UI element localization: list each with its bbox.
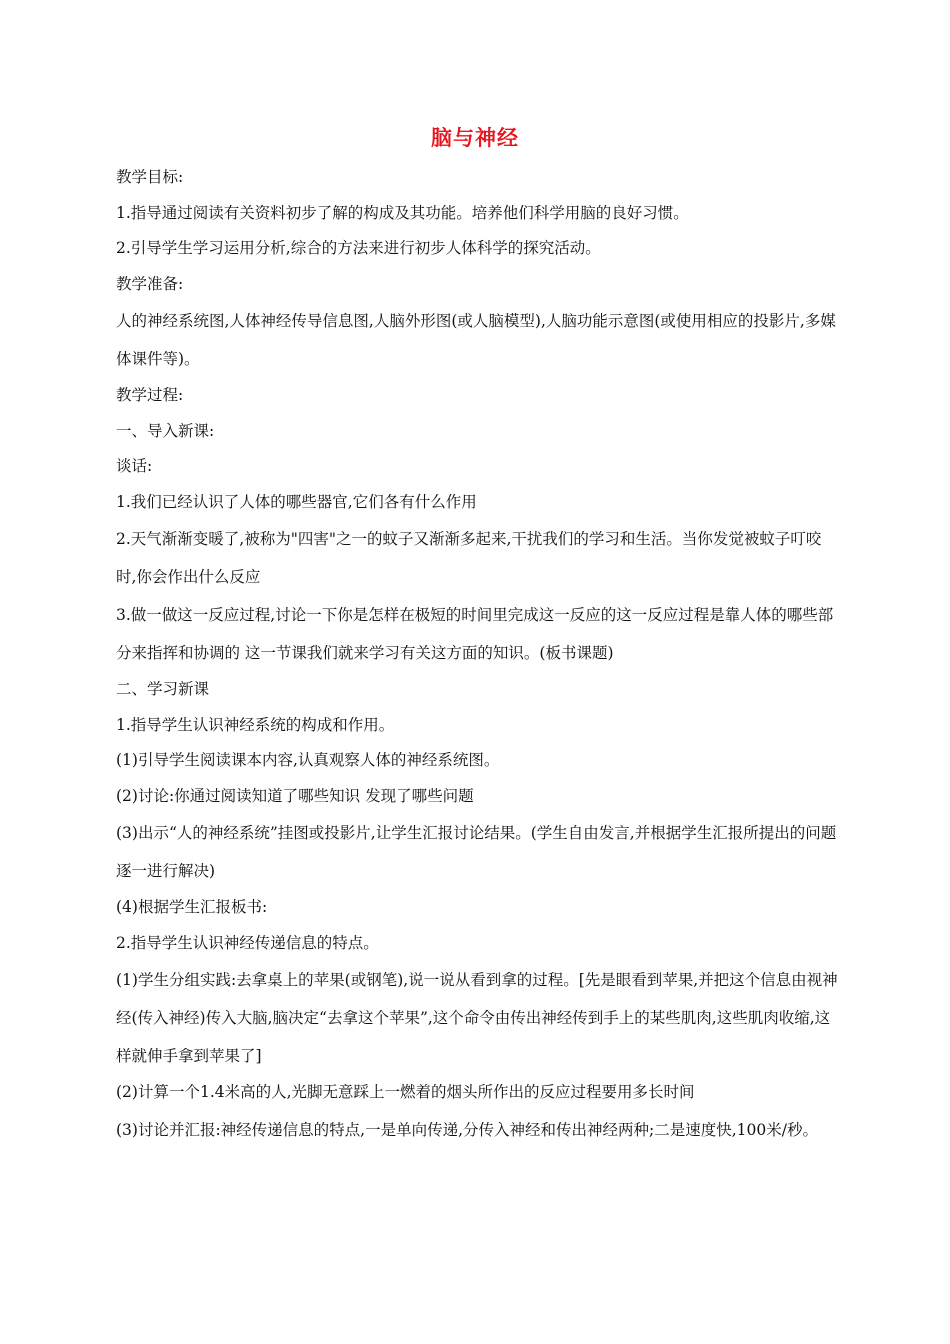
paragraph: 1.我们已经认识了人体的哪些器官,它们各有什么作用: [116, 492, 477, 511]
paragraph: 3.做一做这一反应过程,讨论一下你是怎样在极短的时间里完成这一反应的这一反应过程是靠人体的哪些部分来指挥和协调的 这一节课我们就来学习有关这方面的知识。(板书课题): [116, 606, 834, 662]
paragraph: (2)讨论:你通过阅读知道了哪些知识 发现了哪些问题: [116, 786, 474, 805]
document-body: [116, 160, 840, 1149]
paragraph: 2.指导学生认识神经传递信息的特点。: [116, 933, 379, 952]
paragraph: (2)计算一个1.4米高的人,光脚无意踩上一燃着的烟头所作出的反应过程要用多长时间: [116, 1083, 695, 1101]
paragraph: 人的神经系统图,人体神经传导信息图,人脑外形图(或人脑模型),人脑功能示意图(或使用相应的投影片,多媒体课件等)。: [116, 312, 836, 368]
document-title: 脑与神经: [431, 126, 519, 150]
paragraph: 1.指导学生认识神经系统的构成和作用。: [116, 715, 395, 734]
subsection-heading: 二、学习新课: [116, 680, 210, 698]
paragraph: 1.指导通过阅读有关资料初步了解的构成及其功能。培养他们科学用脑的良好习惯。: [116, 203, 689, 222]
paragraph: (1)学生分组实践:去拿桌上的苹果(或钢笔),说一说从看到拿的过程。[先是眼看到苹果,并把这个信息由视神经(传入神经)传入大脑,脑决定“去拿这个苹果”,这个命令由传出神经传到手上的某些肌肉,这些肌肉收缩,这样就伸手拿到苹果了]: [116, 971, 838, 1065]
paragraph: 2.引导学生学习运用分析,综合的方法来进行初步人体科学的探究活动。: [116, 239, 601, 257]
paragraph: (1)引导学生阅读课本内容,认真观察人体的神经系统图。: [116, 751, 500, 769]
subsection-heading: 一、导入新课:: [116, 421, 215, 440]
section-heading-preparation: 教学准备:: [116, 274, 184, 293]
section-heading-process: 教学过程:: [116, 386, 184, 404]
paragraph: (3)讨论并汇报:神经传递信息的特点,一是单向传递,分传入神经和传出神经两种;二是速度快,100米/秒。: [116, 1120, 818, 1139]
paragraph: 2.天气渐渐变暖了,被称为"四害"之一的蚊子又渐渐多起来,干扰我们的学习和生活。当你发觉被蚊子叮咬时,你会作出什么反应: [116, 530, 822, 586]
paragraph: 谈话:: [116, 457, 153, 475]
paragraph: (4)根据学生汇报板书:: [116, 898, 268, 916]
paragraph: (3)出示“人的神经系统”挂图或投影片,让学生汇报讨论结果。(学生自由发言,并根据学生汇报所提出的问题逐一进行解决): [116, 824, 837, 880]
section-heading-objectives: 教学目标:: [116, 168, 184, 186]
